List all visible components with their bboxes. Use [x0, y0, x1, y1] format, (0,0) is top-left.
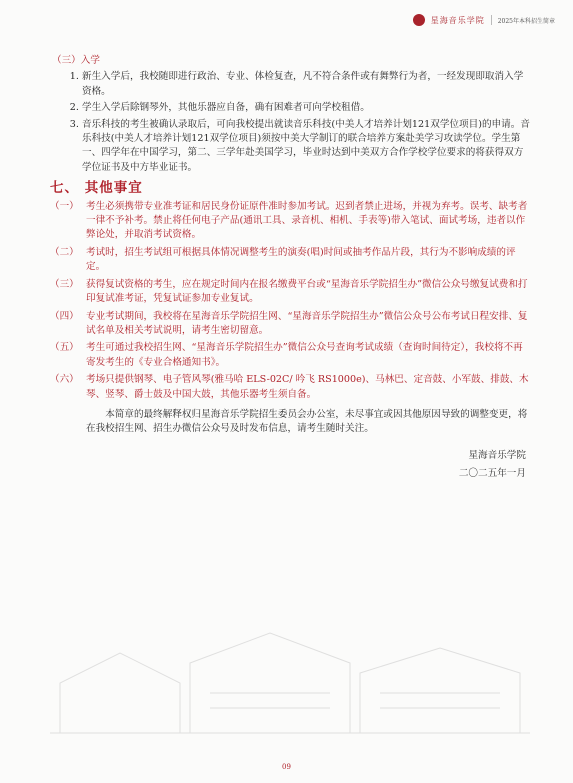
item-number: （四） [50, 310, 79, 322]
list-item [50, 341, 530, 370]
list-item: 3. 音乐科技的考生被确认录取后，可向我校提出就读音乐科技(中美人才培养计划121双学位项目)的申请。音乐科技(中美人才培养计划121双学位项目)须按中美大学制订的联合培养方案赴美学习攻读学位。学生第一、四学年在中国学习，第二、三学年赴美国学习，毕业时达到中美双方合作学校学位要求的将获得双方学位证书及中方毕业证书。 [82, 118, 530, 176]
school-logo-text: 星海音乐学院 [430, 15, 485, 25]
item-text: 考生可通过我校招生网、“星海音乐学院招生办”微信公众号查询考试成绩（查询时间待定），我校将不再寄发考生的《专业合格通知书》。 [86, 342, 523, 368]
list-item [50, 278, 530, 307]
header-divider [491, 15, 492, 25]
item-text: 获得复试资格的考生，应在规定时间内在报名缴费平台或“星海音乐学院招生办”微信公众号缴复试费和打印复试准考证，凭复试证参加专业复试。 [86, 278, 528, 305]
page-header [413, 14, 555, 26]
list-item [50, 246, 530, 275]
item-number: （一） [50, 200, 79, 212]
item-text: 考试时，招生考试组可根据具体情况调整考生的演奏(唱)时间或抽考作品片段，其行为不影响成绩的评定。 [86, 246, 516, 273]
header-subtitle: 2025年本科招生简章 [497, 17, 555, 25]
item-text: 考场只提供钢琴、电子管风琴(雅马哈 ELS-02C/ 吟飞 RS1000e)、马林巴、定音鼓、小军鼓、排鼓、木琴、竖琴、爵士鼓及中国大鼓，其他乐器考生须自备。 [86, 374, 529, 400]
closing-paragraph: 本简章的最终解释权归星海音乐学院招生委员会办公室，未尽事宜或因其他原因导致的调整变更，将在我校招生网、招生办微信公众号及时发布信息，请考生随时关注。 [86, 408, 528, 435]
list-item [50, 310, 530, 339]
signature-org: 星海音乐学院 [468, 449, 526, 461]
section7-title: 七、 其他事宜 [50, 180, 143, 197]
item-number: （六） [50, 374, 79, 386]
signature-block [50, 449, 530, 482]
item-text: 考生必须携带专业准考证和居民身份证原件准时参加考试。迟到者禁止进场，并视为弃考。误考、缺考者一律不予补考。禁止将任何电子产品(通讯工具、录音机、相机、手表等)带入笔试、面试考场，违者以作弊论处，并取消考试资格。 [86, 200, 528, 241]
document-body [50, 54, 530, 486]
school-seal-icon [413, 14, 425, 26]
item-number: （二） [50, 246, 79, 258]
campus-watermark-icon [40, 593, 540, 743]
section3-title: （三）入学 [52, 55, 100, 66]
item-number: （三） [50, 278, 79, 290]
item-text: 专业考试期间，我校将在星海音乐学院招生网、“星海音乐学院招生办”微信公众号公布考试日程安排、复试名单及相关考试说明，请考生密切留意。 [86, 310, 528, 336]
list-item [50, 200, 530, 243]
section3-list [50, 70, 530, 175]
page-number: 09 [282, 763, 291, 771]
list-item: 2. 学生入学后除钢琴外，其他乐器应自备，确有困难者可向学校租借。 [82, 101, 530, 115]
signature-date: 二〇二五年一月 [458, 468, 526, 480]
list-item [50, 373, 530, 402]
item-number: （五） [50, 342, 79, 354]
list-item: 1. 新生入学后，我校随即进行政治、专业、体检复查，凡不符合条件或有舞弊行为者，一经发现即取消入学资格。 [82, 70, 530, 99]
